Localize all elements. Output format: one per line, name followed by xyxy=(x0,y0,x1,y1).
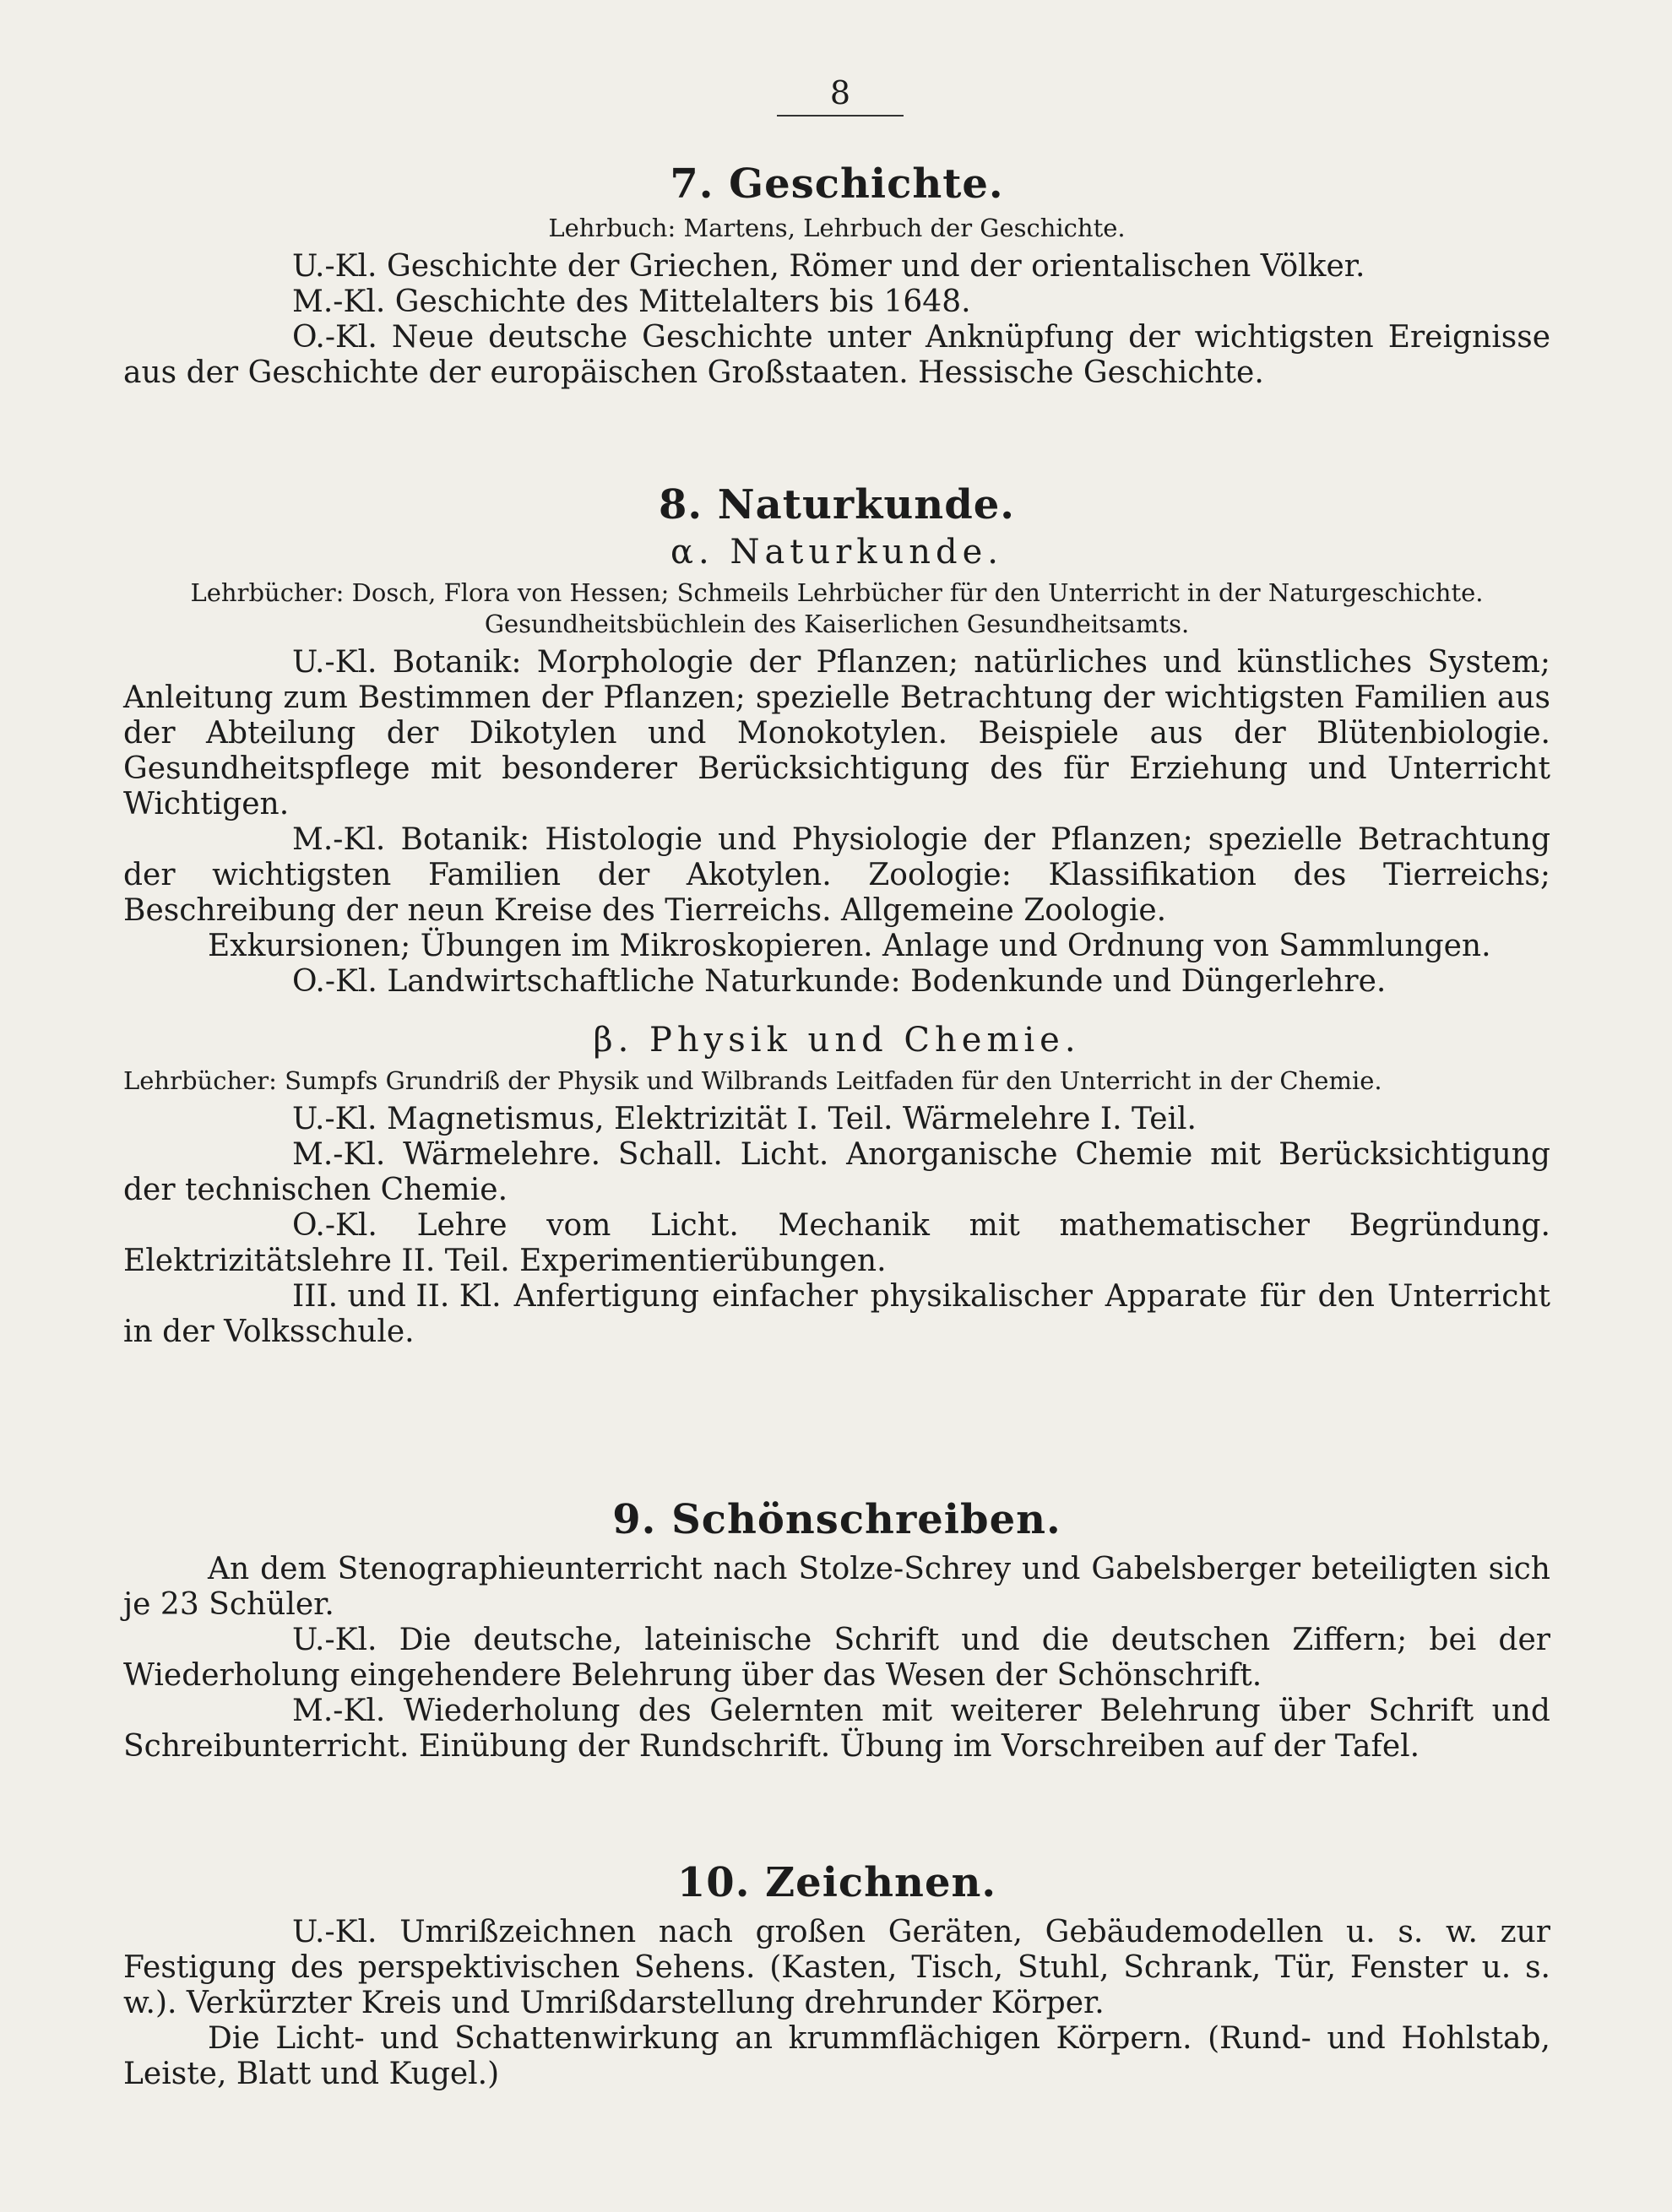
subsection-heading: α. Naturkunde. xyxy=(670,533,1003,572)
class-entry-ok xyxy=(123,320,1550,391)
class-label: U.-Kl. xyxy=(292,1623,377,1657)
class-text: Magnetismus, Elektrizität I. Teil. Wärmelehre I. Teil. xyxy=(386,1102,1197,1136)
class-entry-mk xyxy=(123,285,1550,320)
section-heading: 7. Geschichte. xyxy=(670,160,1004,208)
class-entry-uk xyxy=(123,249,1550,285)
class-text: Geschichte der Griechen, Römer und der orientalischen Völker. xyxy=(386,249,1365,284)
class-text: Anfertigung einfacher physikalischer Apparate für den Unterricht in der Volksschule. xyxy=(123,1279,1551,1349)
class-text: Botanik: Morphologie der Pflanzen; natürliches und künstliches System; Anleitung zum Bestimmen der Pflanzen; spezielle Betrachtung der wichtigsten Familien aus der Abteilung der Dikotylen und Monokotylen. Beispiele aus der Blütenbiologie. Gesundheitspflege mit besonderer Berücksichtigung des für Erziehung und Unterricht Wichtigen. xyxy=(123,645,1550,821)
page-number: 8 xyxy=(829,74,851,111)
paragraph: Die Licht- und Schattenwirkung an krummflächigen Körpern. (Rund- und Hohlstab, Leiste, Blatt und Kugel.) xyxy=(123,2021,1550,2091)
class-label: M.-Kl. xyxy=(292,285,386,319)
section-zeichnen xyxy=(123,1857,1550,2092)
class-label: O.-Kl. xyxy=(292,1208,377,1243)
section-naturkunde xyxy=(123,480,1550,1350)
class-label: M.-Kl. xyxy=(292,822,386,857)
class-entry-uk xyxy=(123,1915,1550,2021)
class-text: Landwirtschaftliche Naturkunde: Bodenkunde und Düngerlehre. xyxy=(387,964,1387,999)
class-entry-uk xyxy=(123,645,1550,822)
class-entry-ok xyxy=(123,1208,1550,1279)
class-label: M.-Kl. xyxy=(292,1694,386,1728)
class-label: O.-Kl. xyxy=(292,320,377,355)
section-heading: 8. Naturkunde. xyxy=(658,481,1016,529)
class-entry-mk xyxy=(123,822,1550,929)
class-text: Neue deutsche Geschichte unter Anknüpfung der wichtigsten Ereignisse aus der Geschichte der europäischen Großstaaten. Hessische Geschichte. xyxy=(123,320,1550,390)
class-text: Lehre vom Licht. Mechanik mit mathematischer Begründung. Elektrizitätslehre II. Teil. Experimentierübungen. xyxy=(123,1208,1550,1278)
class-entry-uk xyxy=(123,1623,1550,1694)
textbook-note: Lehrbücher: Sumpfs Grundriß der Physik und Wilbrands Leitfaden für den Unterricht in der Chemie. xyxy=(123,1066,1382,1095)
class-entry-mk xyxy=(123,1694,1550,1765)
class-label: U.-Kl. xyxy=(292,1915,377,1949)
class-label: III. und II. Kl. xyxy=(292,1279,502,1314)
page-number-rule xyxy=(777,115,904,117)
class-text: Umrißzeichnen nach großen Geräten, Gebäudemodellen u. s. w. zur Festigung des perspektivischen Sehens. (Kasten, Tisch, Stuhl, Schrank, Tür, Fenster u. s. w.). Verkürzter Kreis und Umrißdarstellung drehrunder Körper. xyxy=(123,1915,1550,2020)
class-label: U.-Kl. xyxy=(292,249,377,284)
subsection-heading: β. Physik und Chemie. xyxy=(593,1021,1081,1060)
section-schoenschreiben xyxy=(123,1494,1550,1765)
textbook-note: Lehrbücher: Dosch, Flora von Hessen; Schmeils Lehrbücher für den Unterricht in der Naturgeschichte. Gesundheitsbüchlein des Kaiserlichen Gesundheitsamts. xyxy=(190,578,1484,638)
class-label: U.-Kl. xyxy=(292,645,377,680)
class-entry-ok xyxy=(123,964,1550,1000)
class-entry-uk xyxy=(123,1102,1550,1137)
excursions-note: Exkursionen; Übungen im Mikroskopieren. Anlage und Ordnung von Sammlungen. xyxy=(208,929,1491,963)
class-entry-iii xyxy=(123,1279,1550,1350)
intro-paragraph: An dem Stenographieunterricht nach Stolze-Schrey und Gabelsberger beteiligten sich je 23 Schüler. xyxy=(123,1552,1550,1622)
class-text: Geschichte des Mittelalters bis 1648. xyxy=(394,285,971,319)
section-heading: 10. Zeichnen. xyxy=(676,1859,997,1906)
class-label: O.-Kl. xyxy=(292,964,377,999)
class-text: Botanik: Histologie und Physiologie der Pflanzen; spezielle Betrachtung der wichtigsten Familien der Akotylen. Zoologie: Klassifikation des Tierreichs; Beschreibung der neun Kreise des Tierreichs. Allgemeine Zoologie. xyxy=(123,822,1550,928)
section-heading: 9. Schönschreiben. xyxy=(612,1496,1061,1543)
class-label: U.-Kl. xyxy=(292,1102,377,1136)
class-text: Wiederholung des Gelernten mit weiterer Belehrung über Schrift und Schreibunterricht. Einübung der Rundschrift. Übung im Vorschreiben auf der Tafel. xyxy=(123,1694,1550,1764)
class-text: Die deutsche, lateinische Schrift und die deutschen Ziffern; bei der Wiederholung eingehendere Belehrung über das Wesen der Schönschrift. xyxy=(123,1623,1550,1693)
section-geschichte xyxy=(123,159,1550,391)
class-entry-mk xyxy=(123,1137,1550,1208)
class-text: Wärmelehre. Schall. Licht. Anorganische Chemie mit Berücksichtigung der technischen Chemie. xyxy=(123,1137,1550,1207)
textbook-note: Lehrbuch: Martens, Lehrbuch der Geschichte. xyxy=(548,214,1126,242)
class-label: M.-Kl. xyxy=(292,1137,386,1172)
